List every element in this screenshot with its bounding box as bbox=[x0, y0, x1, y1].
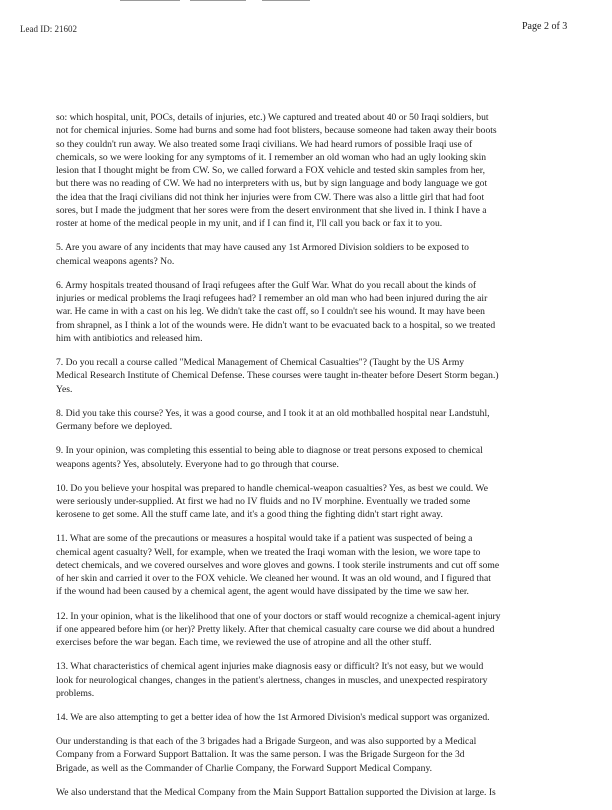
text-line: chemicals, so we were looking for any symptoms of it. I remember an old woman who had an ugly looking skin bbox=[56, 151, 487, 163]
paragraph-q14 bbox=[56, 711, 580, 724]
text-line: roster at home of the medical people in my unit, and if I can find it, I'll call you back or fax it to you. bbox=[56, 218, 443, 230]
text-line: kerosene to get some. All the stuff came late, and it's a good thing the fighting didn't start right away. bbox=[56, 509, 443, 521]
header-rule bbox=[262, 0, 310, 1]
paragraph-q7 bbox=[56, 356, 580, 396]
text-line: 13. What characteristics of chemical agent injuries make diagnosis easy or difficult? It's not easy, but we would bbox=[56, 661, 484, 673]
text-line: weapons agents? Yes, absolutely. Everyone had to go through that course. bbox=[56, 458, 339, 470]
paragraph-q9 bbox=[56, 444, 580, 471]
text-line: 5. Are you aware of any incidents that may have caused any 1st Armored Division soldiers to be exposed to bbox=[56, 242, 469, 254]
text-line: Company from a Forward Support Battalion. It was the same person. I was the Brigade Surgeon for the 3d bbox=[56, 749, 465, 761]
text-line: but there was no reading of CW. We had no interpreters with us, but by sign language and body language we got bbox=[56, 178, 488, 190]
header-rule bbox=[120, 0, 180, 1]
text-line: Yes. bbox=[56, 383, 73, 395]
text-line: the idea that the Iraqi civilians did not think her injuries were from CW. There was also a little girl that had foot bbox=[56, 191, 485, 203]
text-line: 7. Do you recall a course called "Medical Management of Chemical Casualties"? (Taught by the US Army bbox=[56, 357, 465, 369]
text-line: him with antibiotics and released him. bbox=[56, 333, 203, 345]
text-line: Our understanding is that each of the 3 brigades had a Brigade Surgeon, and was also supported by a Medical bbox=[56, 736, 477, 748]
text-line: of her skin and carried it over to the FOX vehicle. We cleaned her wound. It was an old wound, and I figured that bbox=[56, 573, 491, 585]
text-line: exercises before the war began. Each time, we reviewed the use of atropine and all the other stuff. bbox=[56, 637, 432, 649]
page-number: Page 2 of 3 bbox=[522, 21, 568, 32]
text-line: were seriously under-supplied. At first we had no IV fluids and no IV morphine. Eventually we traded some bbox=[56, 495, 471, 507]
text-line: if one appeared before him (or her)? Pretty likely. After that chemical casualty care course we did about a hundred bbox=[56, 623, 495, 635]
paragraph-q11 bbox=[56, 532, 580, 598]
text-line: from shrapnel, as I think a lot of the wounds were. He didn't want to be evacuated back to a hospital, so we treated bbox=[56, 319, 496, 331]
text-line: 6. Army hospitals treated thousand of Iraqi refugees after the Gulf War. What do you recall about the kinds of bbox=[56, 279, 477, 291]
paragraph-p-cont bbox=[56, 111, 580, 231]
text-line: war. He came in with a cast on his leg. We didn't take the cast off, so I couldn't see his wound. It may have been bbox=[56, 306, 485, 318]
text-line: if the wound had been caused by a chemical agent, the agent would have dissipated by the time we saw her. bbox=[56, 586, 469, 598]
text-line: not for chemical injuries. Some had burns and some had foot blisters, because someone had taken away their boots bbox=[56, 125, 497, 137]
text-line: 11. What are some of the precautions or measures a hospital would take if a patient was suspected of being a bbox=[56, 533, 473, 545]
text-line: problems. bbox=[56, 687, 95, 699]
text-line: 12. In your opinion, what is the likelihood that one of your doctors or staff would recognize a chemical-agent injury bbox=[56, 610, 501, 622]
header-rule bbox=[190, 0, 246, 1]
text-line: sores, but I made the judgment that her sores were from the desert environment that she lived in. I think I have a bbox=[56, 205, 487, 217]
paragraph-q8 bbox=[56, 407, 580, 434]
lead-id: Lead ID: 21602 bbox=[20, 24, 77, 34]
paragraph-q12 bbox=[56, 610, 580, 650]
text-line: 9. In your opinion, was completing this essential to being able to diagnose or treat persons exposed to chemical bbox=[56, 445, 483, 457]
paragraph-q10 bbox=[56, 482, 580, 522]
text-line: chemical agent casualty? Well, for example, when we treated the Iraqi woman with the lesion, we wore tape to bbox=[56, 546, 481, 558]
paragraph-q5 bbox=[56, 241, 580, 268]
text-line: Medical Research Institute of Chemical Defense. These courses were taught in-theater before Desert Storm began.) bbox=[56, 370, 499, 382]
text-line: 14. We are also attempting to get a better idea of how the 1st Armored Division's medical support was organized. bbox=[56, 711, 490, 723]
text-line: 10. Do you believe your hospital was prepared to handle chemical-weapon casualties? Yes, as best we could. We bbox=[56, 482, 488, 494]
paragraph-p-understanding bbox=[56, 735, 580, 775]
text-line: Brigade, as well as the Commander of Charlie Company, the Forward Support Medical Company. bbox=[56, 762, 433, 774]
text-line: lesion that I thought might be from CW. So, we called forward a FOX vehicle and tested skin samples from her, bbox=[56, 165, 486, 177]
text-line: We also understand that the Medical Company from the Main Support Battalion supported the Division at large. Is bbox=[56, 786, 496, 798]
paragraph-p-also bbox=[56, 786, 580, 799]
text-line: injuries or medical problems the Iraqi refugees had? I remember an old man who had been injured during the air bbox=[56, 293, 488, 305]
text-line: detect chemicals, and we covered ourselves and wore gloves and gowns. I took sterile instruments and cut off some bbox=[56, 559, 500, 571]
text-line: look for neurological changes, changes in the patient's alertness, changes in muscles, and unexpected respiratory bbox=[56, 674, 488, 686]
paragraph-q13 bbox=[56, 660, 580, 700]
text-line: so they couldn't run away. We also treated some Iraqi civilians. We had heard rumors of possible Iraqi use of bbox=[56, 138, 473, 150]
paragraph-q6 bbox=[56, 279, 580, 345]
text-line: so: which hospital, unit, POCs, details of injuries, etc.) We captured and treated about 40 or 50 Iraqi soldiers, but bbox=[56, 112, 489, 123]
text-line: chemical weapons agents? No. bbox=[56, 255, 175, 267]
text-line: 8. Did you take this course? Yes, it was a good course, and I took it at an old mothballed hospital near Landstuhl, bbox=[56, 407, 490, 419]
document-body bbox=[56, 111, 580, 810]
text-line: Germany before we deployed. bbox=[56, 421, 173, 433]
